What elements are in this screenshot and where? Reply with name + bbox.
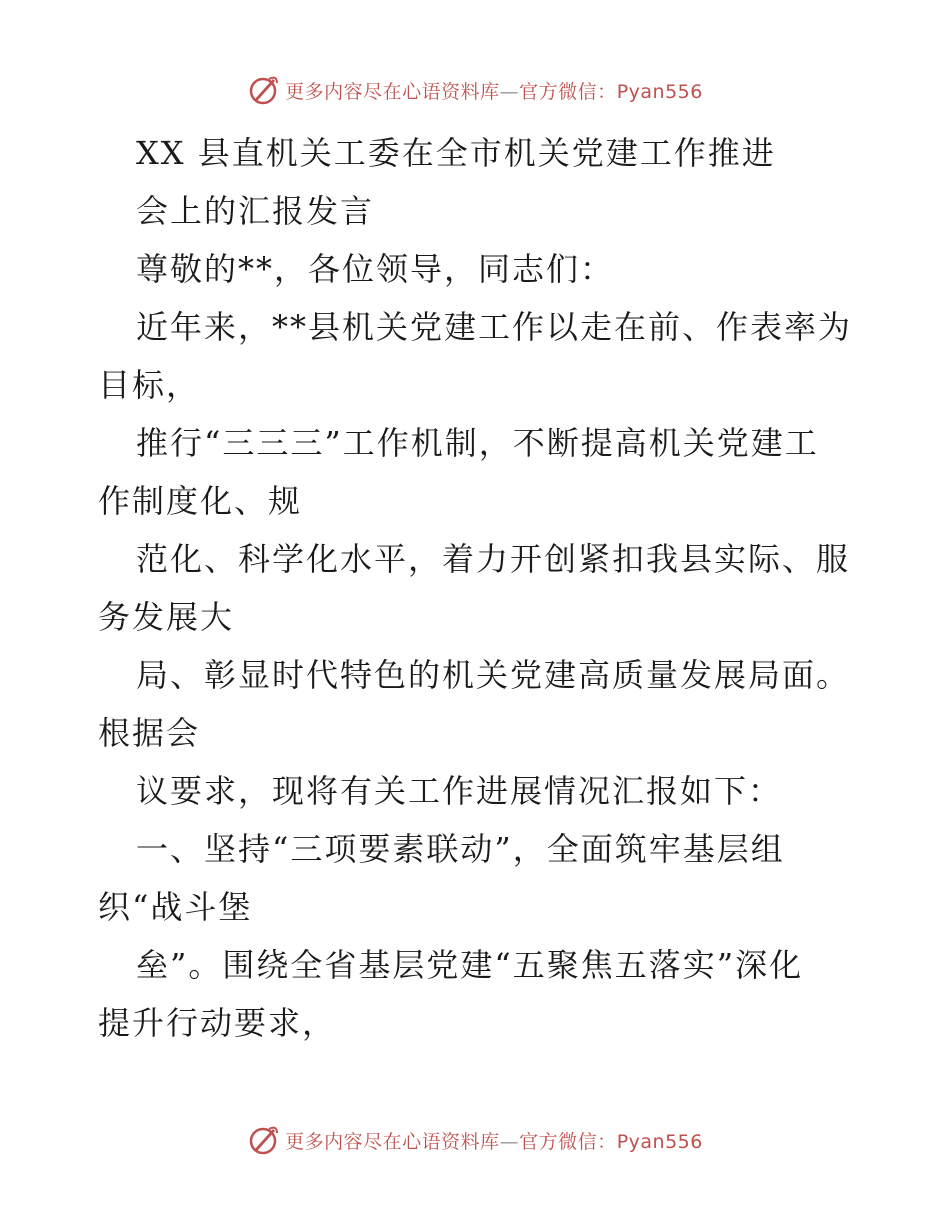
doc-line: 织“战斗堡 — [98, 888, 253, 926]
doc-line: 近年来，**县机关党建工作以走在前、作表率为 — [136, 308, 853, 346]
watermark-wechat-id: Pyan556 — [616, 1130, 703, 1153]
watermark-main: 更多内容尽在心语资料库 — [285, 1130, 500, 1153]
doc-line: 会上的汇报发言 — [136, 192, 375, 230]
watermark-wechat-id: Pyan556 — [616, 80, 703, 103]
watermark-wechat-label: 官方微信： — [519, 80, 617, 103]
quill-logo-icon — [247, 73, 281, 107]
doc-line: 根据会 — [98, 714, 201, 752]
watermark-wechat-label: 官方微信： — [519, 1130, 617, 1153]
watermark-text — [285, 77, 703, 104]
watermark-header — [0, 70, 950, 110]
watermark-separator: — — [499, 80, 520, 103]
doc-line: 作制度化、规 — [98, 482, 303, 520]
doc-line: 推行“三三三”工作机制，不断提高机关党建工 — [136, 424, 819, 462]
watermark-text — [285, 1127, 703, 1154]
doc-line: 提升行动要求， — [98, 1004, 337, 1042]
doc-line: 一、坚持“三项要素联动”，全面筑牢基层组 — [136, 830, 785, 868]
doc-line: 议要求，现将有关工作进展情况汇报如下： — [136, 772, 783, 810]
watermark-main: 更多内容尽在心语资料库 — [285, 80, 500, 103]
doc-line: 垒”。围绕全省基层党建“五聚焦五落实”深化 — [136, 946, 804, 984]
watermark-footer — [0, 1120, 950, 1160]
watermark-separator: — — [499, 1130, 520, 1153]
quill-logo-icon — [247, 1123, 281, 1157]
doc-line: 局、彰显时代特色的机关党建高质量发展局面。 — [136, 656, 851, 694]
document-body — [98, 124, 858, 1052]
doc-line: 尊敬的**，各位领导，同志们： — [136, 250, 615, 288]
doc-line: 目标， — [98, 366, 201, 404]
doc-line: XX 县直机关工委在全市机关党建工作推进 — [136, 134, 776, 172]
doc-line: 务发展大 — [98, 598, 235, 636]
doc-line: 范化、科学化水平，着力开创紧扣我县实际、服 — [136, 540, 851, 578]
